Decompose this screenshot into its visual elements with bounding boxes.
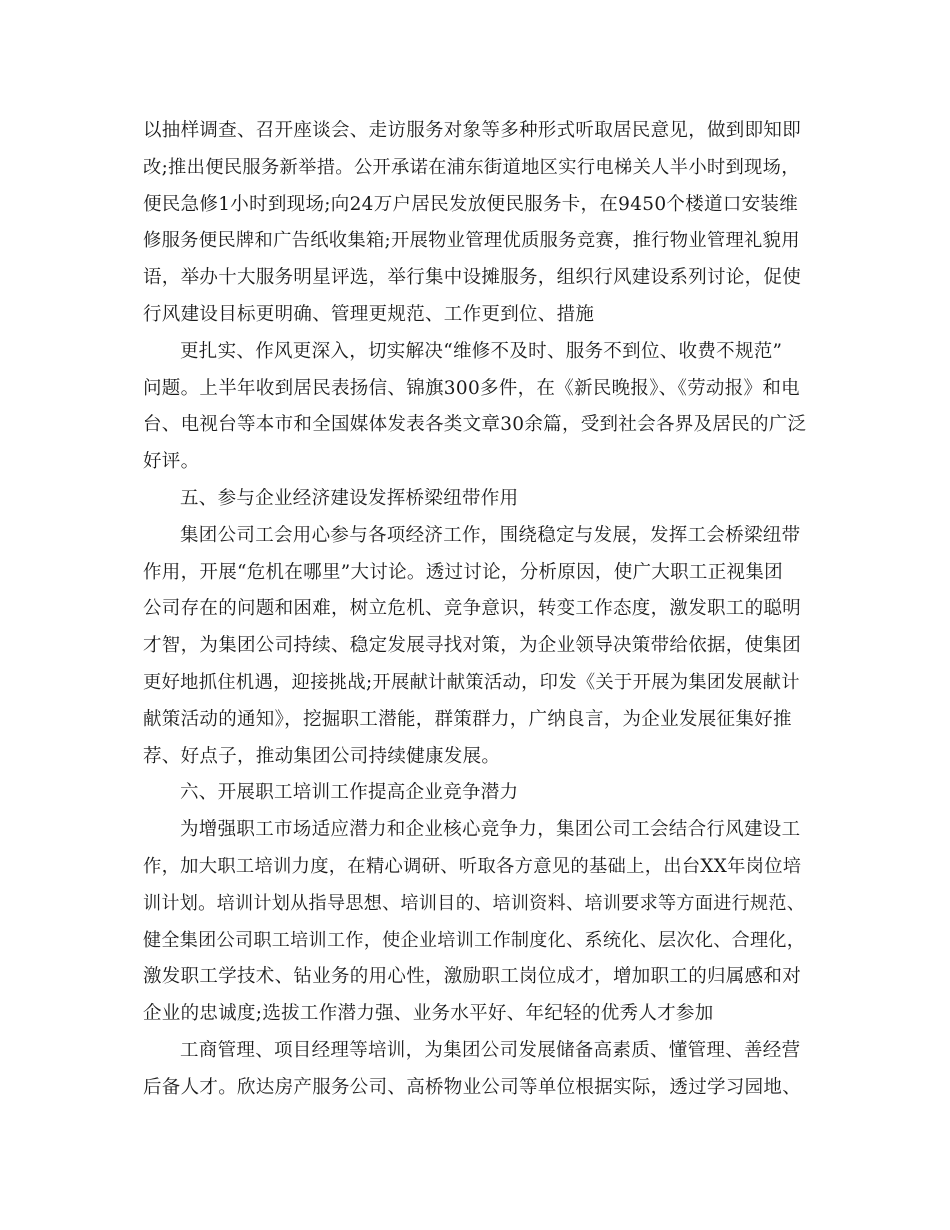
text-line: 作，加大职工培训力度，在精心调研、听取各方意见的基础上，出台XX年岗位培: [143, 855, 802, 877]
text-line: 更好地抓住机遇，迎接挑战;开展献计献策活动，印发《关于开展为集团发展献计: [143, 671, 800, 693]
text-line: 便民急修1小时到现场;向24万户居民发放便民服务卡，在9450个楼道口安装维: [143, 193, 799, 215]
text-line: 台、电视台等本市和全国媒体发表各类文章30余篇，受到社会各界及居民的广泛: [143, 414, 807, 436]
text-line: 集团公司工会用心参与各项经济工作，围绕稳定与发展，发挥工会桥梁纽带: [180, 524, 801, 546]
text-line: 语，举办十大服务明星评选，举行集中设摊服务，组织行风建设系列讨论，促使: [143, 267, 802, 289]
text-line: 五、参与企业经济建设发挥桥梁纽带作用: [180, 487, 519, 509]
text-line: 六、开展职工培训工作提高企业竞争潜力: [180, 782, 519, 804]
text-line: 为增强职工市场适应潜力和企业核心竞争力，集团公司工会结合行风建设工: [180, 819, 801, 841]
text-line: 才智，为集团公司持续、稳定发展寻找对策，为企业领导决策带给依据，使集团: [143, 635, 802, 657]
text-line: 企业的忠诚度;选拔工作潜力强、业务水平好、年纪轻的优秀人才参加: [143, 1003, 714, 1025]
text-line: 行风建设目标更明确、管理更规范、工作更到位、措施: [143, 303, 595, 325]
text-line: 激发职工学技术、钻业务的用心性，激励职工岗位成才，增加职工的归属感和对: [143, 966, 802, 988]
text-line: 公司存在的问题和困难，树立危机、竞争意识，转变工作态度，激发职工的聪明: [143, 598, 802, 620]
text-line: 荐、好点子，推动集团公司持续健康发展。: [143, 745, 501, 767]
text-line: 改;推出便民服务新举措。公开承诺在浦东街道地区实行电梯关人半小时到现场，: [143, 156, 800, 178]
text-line: 修服务便民牌和广告纸收集箱;开展物业管理优质服务竞赛，推行物业管理礼貌用: [143, 230, 800, 252]
text-line: 健全集团公司职工培训工作，使企业培训工作制度化、系统化、层次化、合理化，: [143, 929, 806, 951]
text-line: 后备人才。欣达房产服务公司、高桥物业公司等单位根据实际，透过学习园地、: [143, 1076, 802, 1098]
document-body: [143, 113, 807, 1107]
text-line: 更扎实、作风更深入，切实解决“维修不及时、服务不到位、收费不规范”: [180, 340, 783, 362]
text-line: 问题。上半年收到居民表扬信、锦旗300多件，在《新民晚报》、《劳动报》和电: [143, 377, 800, 399]
text-line: 以抽样调查、召开座谈会、走访服务对象等多种形式听取居民意见，做到即知即: [143, 120, 802, 141]
text-line: 献策活动的通知》，挖掘职工潜能，群策群力，广纳良言，为企业发展征集好推: [143, 708, 792, 730]
text-line: 训计划。培训计划从指导思想、培训目的、培训资料、培训要求等方面进行规范、: [143, 892, 806, 914]
text-line: 工商管理、项目经理等培训，为集团公司发展储备高素质、懂管理、善经营: [180, 1039, 801, 1061]
text-line: 好评。: [143, 451, 200, 473]
text-line: 作用，开展“危机在哪里”大讨论。透过讨论，分析原因，使广大职工正视集团: [143, 561, 783, 583]
